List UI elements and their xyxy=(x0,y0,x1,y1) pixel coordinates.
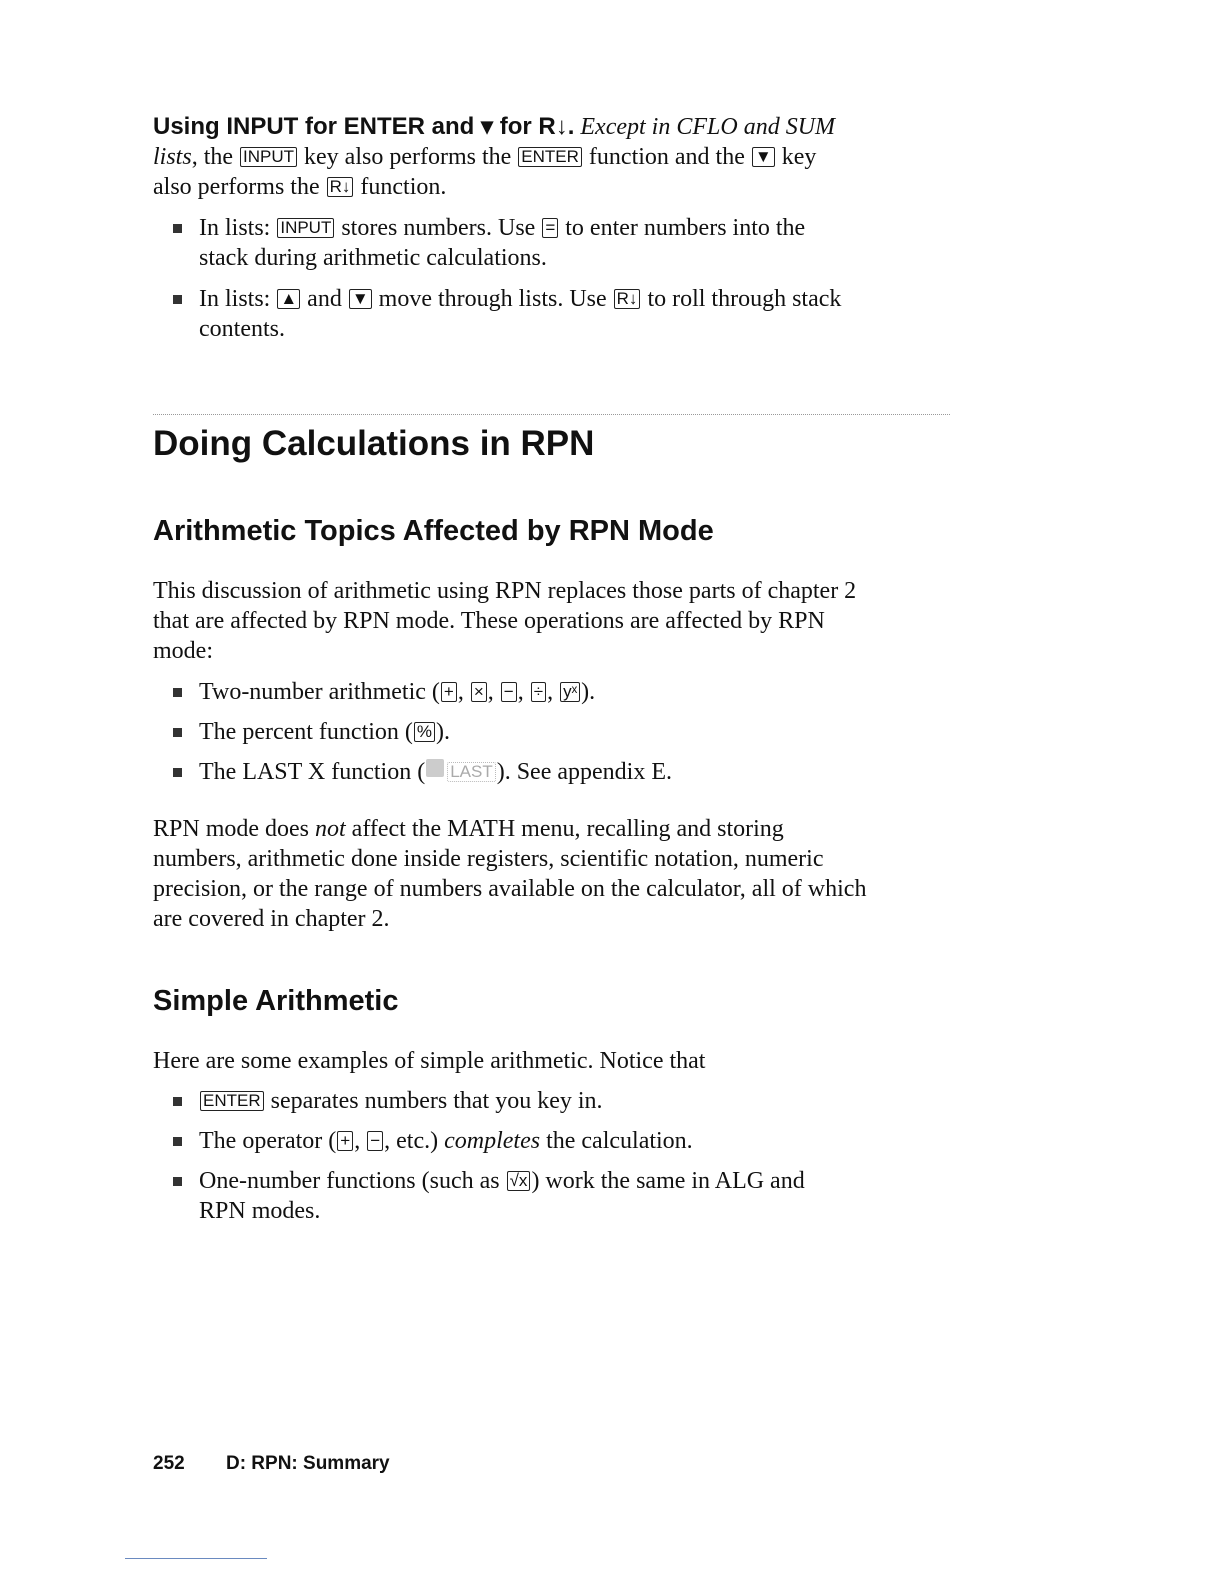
text: that are affected by RPN mode. These operations are affected by RPN xyxy=(153,608,825,634)
text: and xyxy=(301,286,348,312)
intro-bullets xyxy=(153,213,841,355)
calculator-key-icon: + xyxy=(337,1131,353,1151)
arith-paragraph-2 xyxy=(153,814,866,934)
italic-text: lists xyxy=(153,144,192,170)
simple-bullets xyxy=(153,1086,805,1236)
page-footer xyxy=(153,1453,426,1475)
text-line xyxy=(153,1046,705,1076)
list-item xyxy=(153,677,672,707)
text-line xyxy=(153,576,856,606)
calculator-key-icon: ▼ xyxy=(752,147,775,167)
list-item xyxy=(153,1126,805,1156)
text: The percent function ( xyxy=(199,719,413,745)
bullet-icon xyxy=(173,295,182,304)
list-item xyxy=(153,213,841,273)
simple-paragraph xyxy=(153,1046,705,1076)
heading-simple-arithmetic: Simple Arithmetic xyxy=(153,985,399,1017)
calculator-key-icon: − xyxy=(501,682,517,702)
calculator-key-icon: − xyxy=(367,1131,383,1151)
text-line xyxy=(153,814,866,844)
text-line xyxy=(199,284,841,314)
bullet-icon xyxy=(173,728,182,737)
calculator-key-icon: + xyxy=(441,682,457,702)
calculator-key-icon: ▼ xyxy=(349,289,372,309)
text: key xyxy=(775,144,817,170)
arith-bullets xyxy=(153,677,672,797)
calculator-key-icon: % xyxy=(414,722,435,742)
chapter-title: D: RPN: Summary xyxy=(225,1453,390,1474)
text-line xyxy=(199,677,672,707)
italic-text: Except in CFLO and SUM xyxy=(580,114,836,140)
calculator-key-icon: = xyxy=(542,218,558,238)
text: In lists: xyxy=(199,286,277,312)
text: The LAST X function ( xyxy=(199,759,426,785)
text-line xyxy=(199,1126,805,1156)
text: RPN mode does xyxy=(153,816,315,842)
text: stores numbers. Use xyxy=(335,215,542,241)
list-item xyxy=(153,717,672,747)
text-line xyxy=(153,844,866,874)
text-line xyxy=(199,314,841,344)
bottom-rule xyxy=(125,1558,267,1559)
bullet-icon xyxy=(173,768,182,777)
text: stack during arithmetic calculations. xyxy=(199,245,547,271)
text: , etc.) xyxy=(384,1128,445,1154)
text: contents. xyxy=(199,316,285,342)
text: to roll through stack xyxy=(641,286,842,312)
calculator-key-icon: R↓ xyxy=(327,177,354,197)
text-line xyxy=(199,1196,805,1226)
calculator-key-icon: INPUT xyxy=(277,218,334,238)
text: function. xyxy=(354,174,447,200)
text-line xyxy=(153,172,835,202)
text: Two-number arithmetic ( xyxy=(199,679,440,705)
bullet-icon xyxy=(173,1177,182,1186)
bullet-icon xyxy=(173,1097,182,1106)
list-item xyxy=(153,1166,805,1226)
text: precision, or the range of numbers available on the calculator, all of which xyxy=(153,876,867,902)
list-item xyxy=(153,284,841,344)
text: , the xyxy=(191,144,240,170)
text: separates numbers that you key in. xyxy=(264,1088,603,1114)
text-line xyxy=(199,213,841,243)
page-number: 252 xyxy=(153,1453,185,1474)
text: move through lists. Use xyxy=(372,286,613,312)
text-line xyxy=(199,1166,805,1196)
italic-text: completes xyxy=(444,1128,541,1154)
text: Here are some examples of simple arithmetic. Notice that xyxy=(153,1048,706,1074)
text: , xyxy=(517,679,530,705)
bullet-icon xyxy=(173,688,182,697)
text: , xyxy=(457,679,470,705)
text: RPN modes. xyxy=(199,1198,321,1224)
text: One-number functions (such as xyxy=(199,1168,506,1194)
bullet-icon xyxy=(173,1137,182,1146)
text-line xyxy=(153,112,835,142)
text-line xyxy=(153,142,835,172)
calculator-key-icon: × xyxy=(471,682,487,702)
text: also performs the xyxy=(153,174,326,200)
text: The operator ( xyxy=(199,1128,337,1154)
calculator-key-icon: ▲ xyxy=(277,289,300,309)
bullet-icon xyxy=(173,224,182,233)
list-item xyxy=(153,1086,805,1116)
text: , xyxy=(547,679,560,705)
text: , xyxy=(354,1128,367,1154)
text: ). xyxy=(436,719,451,745)
text: the calculation. xyxy=(540,1128,693,1154)
text: affect the MATH menu, recalling and storing xyxy=(345,816,784,842)
section-divider xyxy=(153,414,950,415)
calculator-key-icon: INPUT xyxy=(240,147,297,167)
text: mode: xyxy=(153,638,213,664)
text-line xyxy=(153,904,866,934)
text: function and the xyxy=(582,144,751,170)
italic-text: not xyxy=(315,816,346,842)
text-line xyxy=(199,1086,805,1116)
text: are covered in chapter 2. xyxy=(153,906,390,932)
text-line xyxy=(199,243,841,273)
arith-paragraph xyxy=(153,576,856,666)
text: ) work the same in ALG and xyxy=(531,1168,805,1194)
text: This discussion of arithmetic using RPN replaces those parts of chapter 2 xyxy=(153,578,857,604)
section-title: Doing Calculations in RPN xyxy=(153,424,595,463)
text: numbers, arithmetic done inside registers, scientific notation, numeric xyxy=(153,846,824,872)
calculator-key-icon: LAST xyxy=(447,762,496,782)
heading-arithmetic-topics: Arithmetic Topics Affected by RPN Mode xyxy=(153,515,714,547)
text-line xyxy=(153,606,856,636)
text: In lists: xyxy=(199,215,277,241)
list-item xyxy=(153,757,672,787)
calculator-key-icon: R↓ xyxy=(614,289,641,309)
text-line xyxy=(199,757,672,787)
text: to enter numbers into the xyxy=(559,215,806,241)
calculator-key-icon: yˣ xyxy=(560,682,580,702)
calculator-key-icon: ENTER xyxy=(200,1091,264,1111)
calculator-key-icon: √x xyxy=(507,1171,531,1191)
shift-key-icon xyxy=(426,759,444,777)
text: ). xyxy=(581,679,596,705)
intro-paragraph xyxy=(153,112,835,202)
text-line xyxy=(153,636,856,666)
calculator-key-icon: ENTER xyxy=(518,147,582,167)
text: , xyxy=(487,679,500,705)
text: ). See appendix E. xyxy=(496,759,672,785)
text-line xyxy=(199,717,672,747)
run-in-heading: Using INPUT for ENTER and ▾ for R↓. xyxy=(153,113,575,140)
calculator-key-icon: ÷ xyxy=(531,682,546,702)
text-line xyxy=(153,874,866,904)
text: key also performs the xyxy=(298,144,518,170)
